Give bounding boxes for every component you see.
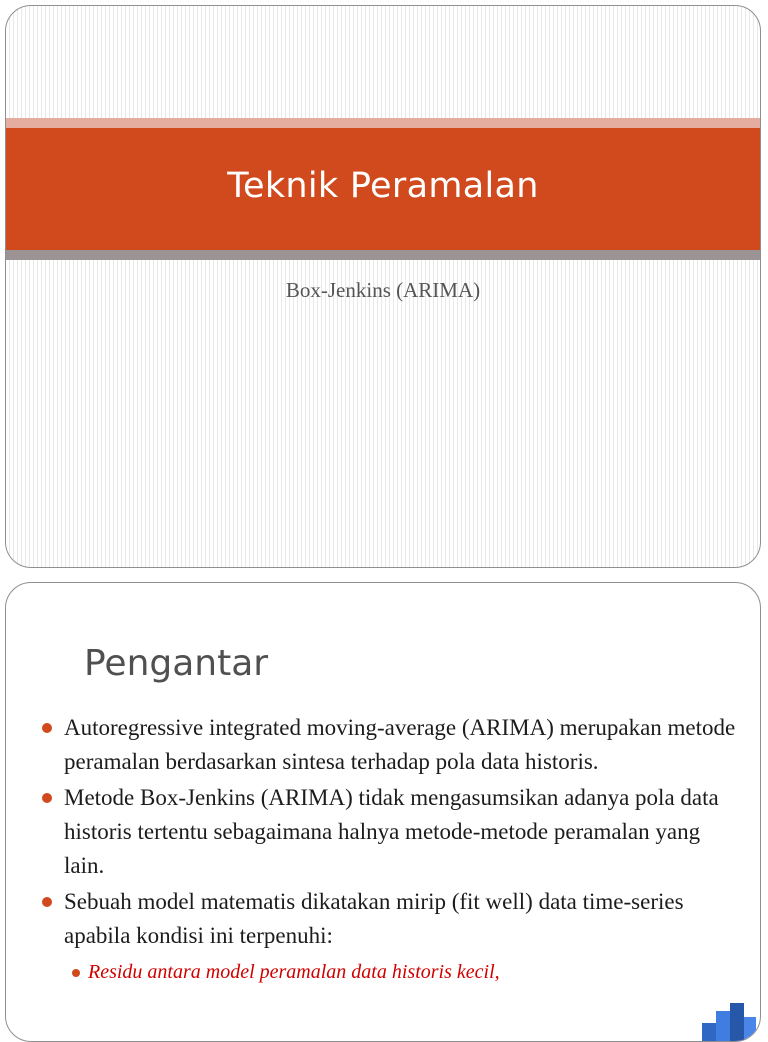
bullet-item [36,711,740,779]
sub-bullet-dot-icon [72,969,80,977]
title-band-bottom-stripe [6,250,760,260]
slide-title: Teknik Peramalan [227,166,539,206]
bullet-list [36,711,740,987]
bullet-dot-icon [42,897,52,907]
title-band-top-stripe [6,118,760,128]
bullet-dot-icon [42,723,52,733]
sub-bullet-item [36,957,740,987]
title-band [6,128,760,250]
slide-heading: Pengantar [84,643,269,684]
bullet-dot-icon [42,793,52,803]
title-slide [5,5,761,568]
content-slide [5,582,761,1042]
bullet-item [36,781,740,883]
bullet-item [36,885,740,953]
slide-subtitle: Box-Jenkins (ARIMA) [285,278,481,302]
sub-bullet-text: Residu antara model peramalan data historis kecil, [88,961,500,983]
bullet-text: Autoregressive integrated moving-average (ARIMA) merupakan metode peramalan berdasarkan sintesa terhadap pola data historis. [64,715,736,774]
bullet-text: Metode Box-Jenkins (ARIMA) tidak mengasumsikan adanya pola data historis tertentu sebagaimana halnya metode-metode peramalan yang lain. [64,785,719,878]
bullet-text: Sebuah model matematis dikatakan mirip (fit well) data time-series apabila kondisi ini terpenuhi: [64,889,684,948]
blue-bar-chart-icon [696,1001,756,1042]
